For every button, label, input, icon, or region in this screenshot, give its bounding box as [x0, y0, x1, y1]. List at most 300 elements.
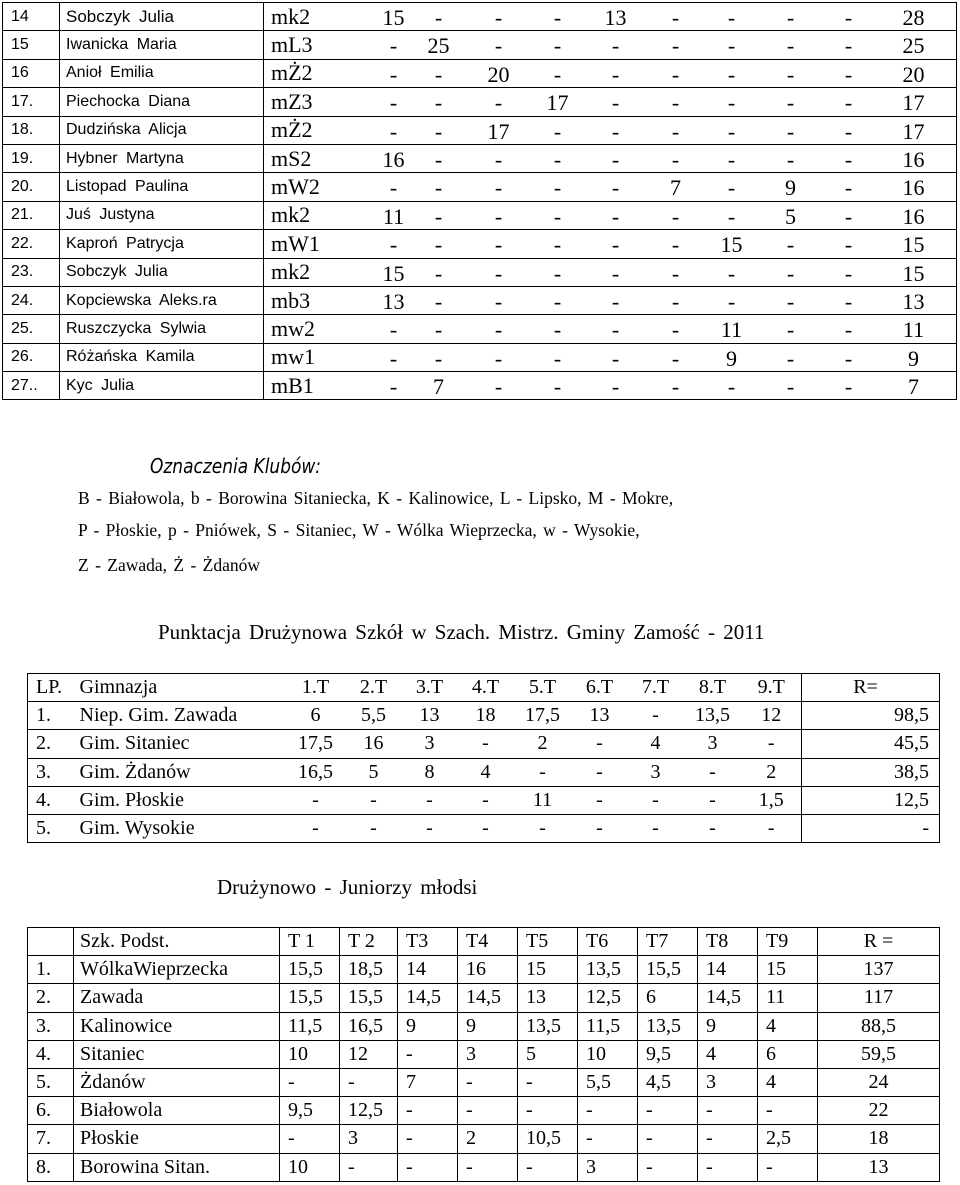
- place-cell: LP.: [28, 674, 74, 702]
- player-row: [3, 88, 957, 116]
- player-round-score: -: [786, 118, 795, 144]
- round-cell: -: [518, 1068, 578, 1096]
- player-round-score: -: [727, 5, 736, 30]
- player-round-score: -: [786, 345, 795, 371]
- place-cell: 1.: [28, 702, 74, 730]
- round-cell: -: [572, 758, 628, 786]
- round-cell: 15,5: [340, 984, 398, 1012]
- round-cell: 10,5: [518, 1125, 578, 1153]
- round-cell: 17,5: [286, 730, 346, 758]
- player-round-score: -: [494, 203, 503, 229]
- player-club-category: mb3: [264, 286, 354, 314]
- place-cell: 4.: [28, 1040, 74, 1068]
- juniors-row: [28, 1153, 940, 1181]
- player-row: [3, 372, 957, 400]
- player-round-score: -: [727, 61, 736, 87]
- school-cell: Gim. Wysokie: [74, 814, 286, 842]
- round-cell: 2: [742, 758, 802, 786]
- result-cell: 88,5: [818, 1012, 940, 1040]
- round-cell: -: [698, 1097, 758, 1125]
- player-total: 16: [902, 203, 925, 229]
- juniors-table-body: [28, 928, 940, 1182]
- player-round-score: -: [844, 288, 853, 314]
- player-scores: [354, 88, 957, 116]
- result-cell: 13: [818, 1153, 940, 1181]
- place-cell: 4.: [28, 786, 74, 814]
- player-row: [3, 144, 957, 172]
- round-cell: -: [698, 1125, 758, 1153]
- player-total: 13: [902, 288, 925, 314]
- player-round-score: -: [671, 118, 680, 144]
- player-scores: [354, 343, 957, 371]
- round-cell: -: [698, 1153, 758, 1181]
- round-cell: 3: [458, 1040, 518, 1068]
- player-round-score: -: [671, 5, 680, 30]
- player-scores: [354, 31, 957, 59]
- player-round-score: -: [786, 317, 795, 343]
- player-scores: [354, 144, 957, 172]
- round-cell: -: [742, 730, 802, 758]
- player-round-score: -: [671, 203, 680, 229]
- player-round-score: -: [671, 288, 680, 314]
- player-total: 11: [902, 317, 925, 343]
- round-cell: 15: [518, 956, 578, 984]
- round-cell: 6: [638, 984, 698, 1012]
- player-round-score: -: [553, 5, 562, 30]
- player-round-score: -: [494, 5, 503, 30]
- player-total: 16: [902, 146, 925, 172]
- round-cell: -: [402, 786, 458, 814]
- gymnasium-row: [28, 786, 940, 814]
- player-scores: [354, 258, 957, 286]
- player-round-score: -: [727, 288, 736, 314]
- round-cell: 4: [758, 1012, 818, 1040]
- round-cell: 6: [758, 1040, 818, 1068]
- player-number: 21.: [3, 201, 60, 229]
- round-cell: 9,5: [280, 1097, 340, 1125]
- player-round-score: -: [494, 175, 503, 201]
- round-cell: 3: [340, 1125, 398, 1153]
- round-cell: 16: [346, 730, 402, 758]
- round-cell: 11,5: [280, 1012, 340, 1040]
- player-total: 15: [902, 232, 925, 258]
- player-round-score: -: [389, 61, 398, 87]
- player-round-score: 20: [487, 61, 510, 87]
- player-round-score: -: [434, 288, 443, 314]
- round-cell: -: [572, 814, 628, 842]
- round-cell: -: [572, 786, 628, 814]
- round-cell: T 2: [340, 928, 398, 956]
- round-cell: T7: [638, 928, 698, 956]
- player-round-score: 25: [427, 33, 450, 59]
- player-round-score: -: [553, 203, 562, 229]
- player-name: Sobczyk Julia: [60, 258, 264, 286]
- place-cell: 8.: [28, 1153, 74, 1181]
- player-round-score: -: [844, 374, 853, 400]
- player-round-score: -: [611, 345, 620, 371]
- round-cell: 5: [518, 1040, 578, 1068]
- round-cell: 13,5: [578, 956, 638, 984]
- round-cell: -: [638, 1125, 698, 1153]
- juniors-row: [28, 984, 940, 1012]
- player-round-score: -: [844, 175, 853, 201]
- round-cell: 9: [698, 1012, 758, 1040]
- player-round-score: 7: [433, 374, 444, 400]
- school-cell: Borowina Sitan.: [74, 1153, 280, 1181]
- player-round-score: 17: [546, 90, 569, 116]
- player-row: [3, 201, 957, 229]
- legend-line: B - Białowola, b - Borowina Sitaniecka, K - Kalinowice, L - Lipsko, M - Mokre,: [78, 488, 674, 508]
- player-round-score: -: [671, 374, 680, 400]
- round-cell: 3: [628, 758, 684, 786]
- gymnasium-table-body: [28, 674, 940, 843]
- player-round-score: -: [553, 345, 562, 371]
- player-name: Piechocka Diana: [60, 88, 264, 116]
- round-cell: 11: [758, 984, 818, 1012]
- player-club-category: mB1: [264, 372, 354, 400]
- player-round-score: -: [671, 33, 680, 59]
- round-cell: 12: [340, 1040, 398, 1068]
- school-cell: Niep. Gim. Zawada: [74, 702, 286, 730]
- player-round-score: -: [553, 232, 562, 258]
- round-cell: 13: [518, 984, 578, 1012]
- place-cell: 2.: [28, 730, 74, 758]
- result-cell: 137: [818, 956, 940, 984]
- player-round-score: -: [611, 317, 620, 343]
- player-round-score: -: [844, 5, 853, 30]
- player-number: 26.: [3, 343, 60, 371]
- round-cell: 10: [280, 1153, 340, 1181]
- player-round-score: -: [727, 90, 736, 116]
- round-cell: -: [286, 814, 346, 842]
- round-cell: -: [514, 758, 572, 786]
- player-round-score: -: [671, 345, 680, 371]
- player-round-score: -: [494, 90, 503, 116]
- player-round-score: -: [844, 146, 853, 172]
- round-cell: 13,5: [684, 702, 742, 730]
- round-cell: 9: [398, 1012, 458, 1040]
- player-scores: [354, 201, 957, 229]
- round-cell: 10: [578, 1040, 638, 1068]
- player-name: Listopad Paulina: [60, 173, 264, 201]
- player-name: Hybner Martyna: [60, 144, 264, 172]
- player-round-score: -: [553, 175, 562, 201]
- round-cell: 5,5: [346, 702, 402, 730]
- round-cell: -: [518, 1153, 578, 1181]
- player-round-score: -: [553, 374, 562, 400]
- result-cell: R=: [802, 674, 940, 702]
- round-cell: -: [346, 814, 402, 842]
- player-number: 25.: [3, 315, 60, 343]
- place-cell: 6.: [28, 1097, 74, 1125]
- gymnasium-row: [28, 730, 940, 758]
- player-name: Kopciewska Aleks.ra: [60, 286, 264, 314]
- round-cell: 13: [572, 702, 628, 730]
- player-name: Kyc Julia: [60, 372, 264, 400]
- round-cell: 15,5: [638, 956, 698, 984]
- player-round-score: -: [611, 146, 620, 172]
- player-name: Dudzińska Alicja: [60, 116, 264, 144]
- round-cell: T4: [458, 928, 518, 956]
- player-round-score: -: [671, 260, 680, 286]
- player-round-score: -: [494, 260, 503, 286]
- player-round-score: -: [786, 90, 795, 116]
- result-cell: 22: [818, 1097, 940, 1125]
- school-cell: Sitaniec: [74, 1040, 280, 1068]
- player-number: 15: [3, 31, 60, 59]
- round-cell: -: [518, 1097, 578, 1125]
- player-round-score: -: [844, 61, 853, 87]
- round-cell: T5: [518, 928, 578, 956]
- gymnasium-row: [28, 758, 940, 786]
- school-cell: WólkaWieprzecka: [74, 956, 280, 984]
- school-cell: Gim. Żdanów: [74, 758, 286, 786]
- player-round-score: -: [786, 33, 795, 59]
- player-round-score: -: [389, 317, 398, 343]
- round-cell: -: [340, 1068, 398, 1096]
- player-number: 17.: [3, 88, 60, 116]
- player-round-score: 15: [382, 260, 405, 286]
- player-club-category: mL3: [264, 31, 354, 59]
- player-round-score: -: [611, 288, 620, 314]
- round-cell: 2: [458, 1125, 518, 1153]
- round-cell: 9: [458, 1012, 518, 1040]
- round-cell: T8: [698, 928, 758, 956]
- player-number: 23.: [3, 258, 60, 286]
- player-round-score: -: [671, 232, 680, 258]
- player-club-category: mW2: [264, 173, 354, 201]
- player-name: Iwanicka Maria: [60, 31, 264, 59]
- player-round-score: -: [553, 146, 562, 172]
- player-scores: [354, 372, 957, 400]
- place-cell: 5.: [28, 1068, 74, 1096]
- round-cell: -: [578, 1125, 638, 1153]
- player-round-score: -: [389, 33, 398, 59]
- round-cell: 4: [698, 1040, 758, 1068]
- player-club-category: mk2: [264, 201, 354, 229]
- player-round-score: -: [389, 345, 398, 371]
- player-row: [3, 173, 957, 201]
- round-cell: -: [458, 730, 514, 758]
- player-round-score: 16: [382, 146, 405, 172]
- round-cell: -: [628, 814, 684, 842]
- round-cell: 12,5: [340, 1097, 398, 1125]
- round-cell: 6: [286, 702, 346, 730]
- player-round-score: -: [553, 118, 562, 144]
- player-club-category: mS2: [264, 144, 354, 172]
- legend-line: Z - Zawada, Ż - Żdanów: [78, 555, 261, 575]
- round-cell: 14,5: [458, 984, 518, 1012]
- player-name: Ruszczycka Sylwia: [60, 315, 264, 343]
- result-cell: R =: [818, 928, 940, 956]
- round-cell: 14: [398, 956, 458, 984]
- juniors-header-row: [28, 928, 940, 956]
- player-round-score: 13: [604, 5, 627, 30]
- player-scores: [354, 3, 957, 31]
- result-cell: 117: [818, 984, 940, 1012]
- player-round-score: -: [389, 374, 398, 400]
- player-round-score: -: [786, 5, 795, 30]
- player-name: Różańska Kamila: [60, 343, 264, 371]
- player-round-score: -: [727, 146, 736, 172]
- place-cell: 2.: [28, 984, 74, 1012]
- round-cell: 15,5: [280, 956, 340, 984]
- round-cell: 2: [514, 730, 572, 758]
- round-cell: 13: [402, 702, 458, 730]
- gymnasium-row: [28, 702, 940, 730]
- juniors-row: [28, 1040, 940, 1068]
- player-round-score: -: [727, 175, 736, 201]
- round-cell: -: [628, 786, 684, 814]
- player-row: [3, 258, 957, 286]
- player-round-score: -: [786, 146, 795, 172]
- place-cell: 5.: [28, 814, 74, 842]
- player-number: 18.: [3, 116, 60, 144]
- result-cell: 18: [818, 1125, 940, 1153]
- round-cell: -: [286, 786, 346, 814]
- round-cell: 3.T: [402, 674, 458, 702]
- player-total: 25: [902, 33, 925, 59]
- player-round-score: 9: [726, 345, 737, 371]
- result-cell: 38,5: [802, 758, 940, 786]
- round-cell: 14,5: [398, 984, 458, 1012]
- player-round-score: -: [434, 5, 443, 30]
- school-cell: Płoskie: [74, 1125, 280, 1153]
- round-cell: -: [514, 814, 572, 842]
- player-name: Sobczyk Julia: [60, 3, 264, 31]
- round-cell: -: [346, 786, 402, 814]
- round-cell: 6.T: [572, 674, 628, 702]
- player-club-category: mk2: [264, 258, 354, 286]
- round-cell: 18,5: [340, 956, 398, 984]
- round-cell: -: [684, 786, 742, 814]
- juniors-table: [27, 927, 940, 1182]
- round-cell: 2.T: [346, 674, 402, 702]
- player-round-score: -: [494, 146, 503, 172]
- player-scores: [354, 315, 957, 343]
- player-round-score: -: [727, 33, 736, 59]
- player-round-score: -: [844, 317, 853, 343]
- player-number: 24.: [3, 286, 60, 314]
- player-round-score: -: [553, 33, 562, 59]
- player-round-score: -: [844, 33, 853, 59]
- result-cell: 45,5: [802, 730, 940, 758]
- juniors-row: [28, 1012, 940, 1040]
- place-cell: 3.: [28, 758, 74, 786]
- round-cell: 1.T: [286, 674, 346, 702]
- player-row: [3, 59, 957, 87]
- round-cell: -: [280, 1068, 340, 1096]
- player-round-score: 15: [720, 232, 743, 258]
- round-cell: 5.T: [514, 674, 572, 702]
- player-round-score: -: [611, 232, 620, 258]
- result-cell: 59,5: [818, 1040, 940, 1068]
- round-cell: 9.T: [742, 674, 802, 702]
- player-row: [3, 315, 957, 343]
- player-club-category: mk2: [264, 3, 354, 31]
- round-cell: 3: [684, 730, 742, 758]
- player-name: Anioł Emilia: [60, 59, 264, 87]
- gymnasium-heading: Punktacja Drużynowa Szkół w Szach. Mistrz. Gminy Zamość - 2011: [158, 620, 765, 644]
- player-round-score: -: [553, 288, 562, 314]
- round-cell: -: [458, 1097, 518, 1125]
- player-round-score: -: [844, 232, 853, 258]
- player-round-score: -: [494, 374, 503, 400]
- player-round-score: -: [434, 146, 443, 172]
- player-round-score: -: [671, 146, 680, 172]
- player-row: [3, 116, 957, 144]
- players-table: [2, 2, 957, 400]
- player-round-score: 11: [720, 317, 743, 343]
- juniors-heading: Drużynowo - Juniorzy młodsi: [217, 875, 478, 899]
- round-cell: 14: [698, 956, 758, 984]
- player-name: Juś Justyna: [60, 201, 264, 229]
- round-cell: 8: [402, 758, 458, 786]
- player-round-score: -: [611, 203, 620, 229]
- player-round-score: -: [494, 345, 503, 371]
- round-cell: -: [458, 814, 514, 842]
- player-total: 20: [902, 61, 925, 87]
- round-cell: 5: [346, 758, 402, 786]
- round-cell: 18: [458, 702, 514, 730]
- player-round-score: -: [611, 33, 620, 59]
- round-cell: 10: [280, 1040, 340, 1068]
- player-club-category: mW1: [264, 230, 354, 258]
- round-cell: 7.T: [628, 674, 684, 702]
- player-round-score: -: [727, 260, 736, 286]
- player-round-score: -: [434, 317, 443, 343]
- school-cell: Gim. Sitaniec: [74, 730, 286, 758]
- player-round-score: -: [611, 374, 620, 400]
- round-cell: -: [280, 1125, 340, 1153]
- player-total: 17: [902, 118, 925, 144]
- round-cell: 16: [458, 956, 518, 984]
- player-round-score: -: [844, 203, 853, 229]
- player-round-score: -: [494, 288, 503, 314]
- player-round-score: -: [494, 33, 503, 59]
- round-cell: -: [398, 1040, 458, 1068]
- player-round-score: -: [844, 90, 853, 116]
- player-round-score: -: [434, 260, 443, 286]
- legend-title: Oznaczenia Klubów:: [150, 454, 322, 478]
- round-cell: 8.T: [684, 674, 742, 702]
- player-round-score: -: [434, 118, 443, 144]
- player-number: 27..: [3, 372, 60, 400]
- round-cell: 16,5: [340, 1012, 398, 1040]
- player-round-score: 11: [382, 203, 405, 229]
- round-cell: 13,5: [638, 1012, 698, 1040]
- round-cell: 15,5: [280, 984, 340, 1012]
- round-cell: -: [572, 730, 628, 758]
- player-round-score: -: [611, 260, 620, 286]
- player-round-score: -: [434, 61, 443, 87]
- round-cell: 15: [758, 956, 818, 984]
- player-round-score: -: [434, 203, 443, 229]
- player-round-score: -: [786, 232, 795, 258]
- round-cell: -: [684, 758, 742, 786]
- player-round-score: -: [553, 260, 562, 286]
- gymnasium-table: [27, 673, 940, 843]
- round-cell: -: [458, 1068, 518, 1096]
- player-round-score: -: [611, 118, 620, 144]
- player-round-score: -: [553, 317, 562, 343]
- player-club-category: mw2: [264, 315, 354, 343]
- school-cell: Gim. Płoskie: [74, 786, 286, 814]
- round-cell: 1,5: [742, 786, 802, 814]
- round-cell: 4,5: [638, 1068, 698, 1096]
- player-row: [3, 3, 957, 31]
- round-cell: 7: [398, 1068, 458, 1096]
